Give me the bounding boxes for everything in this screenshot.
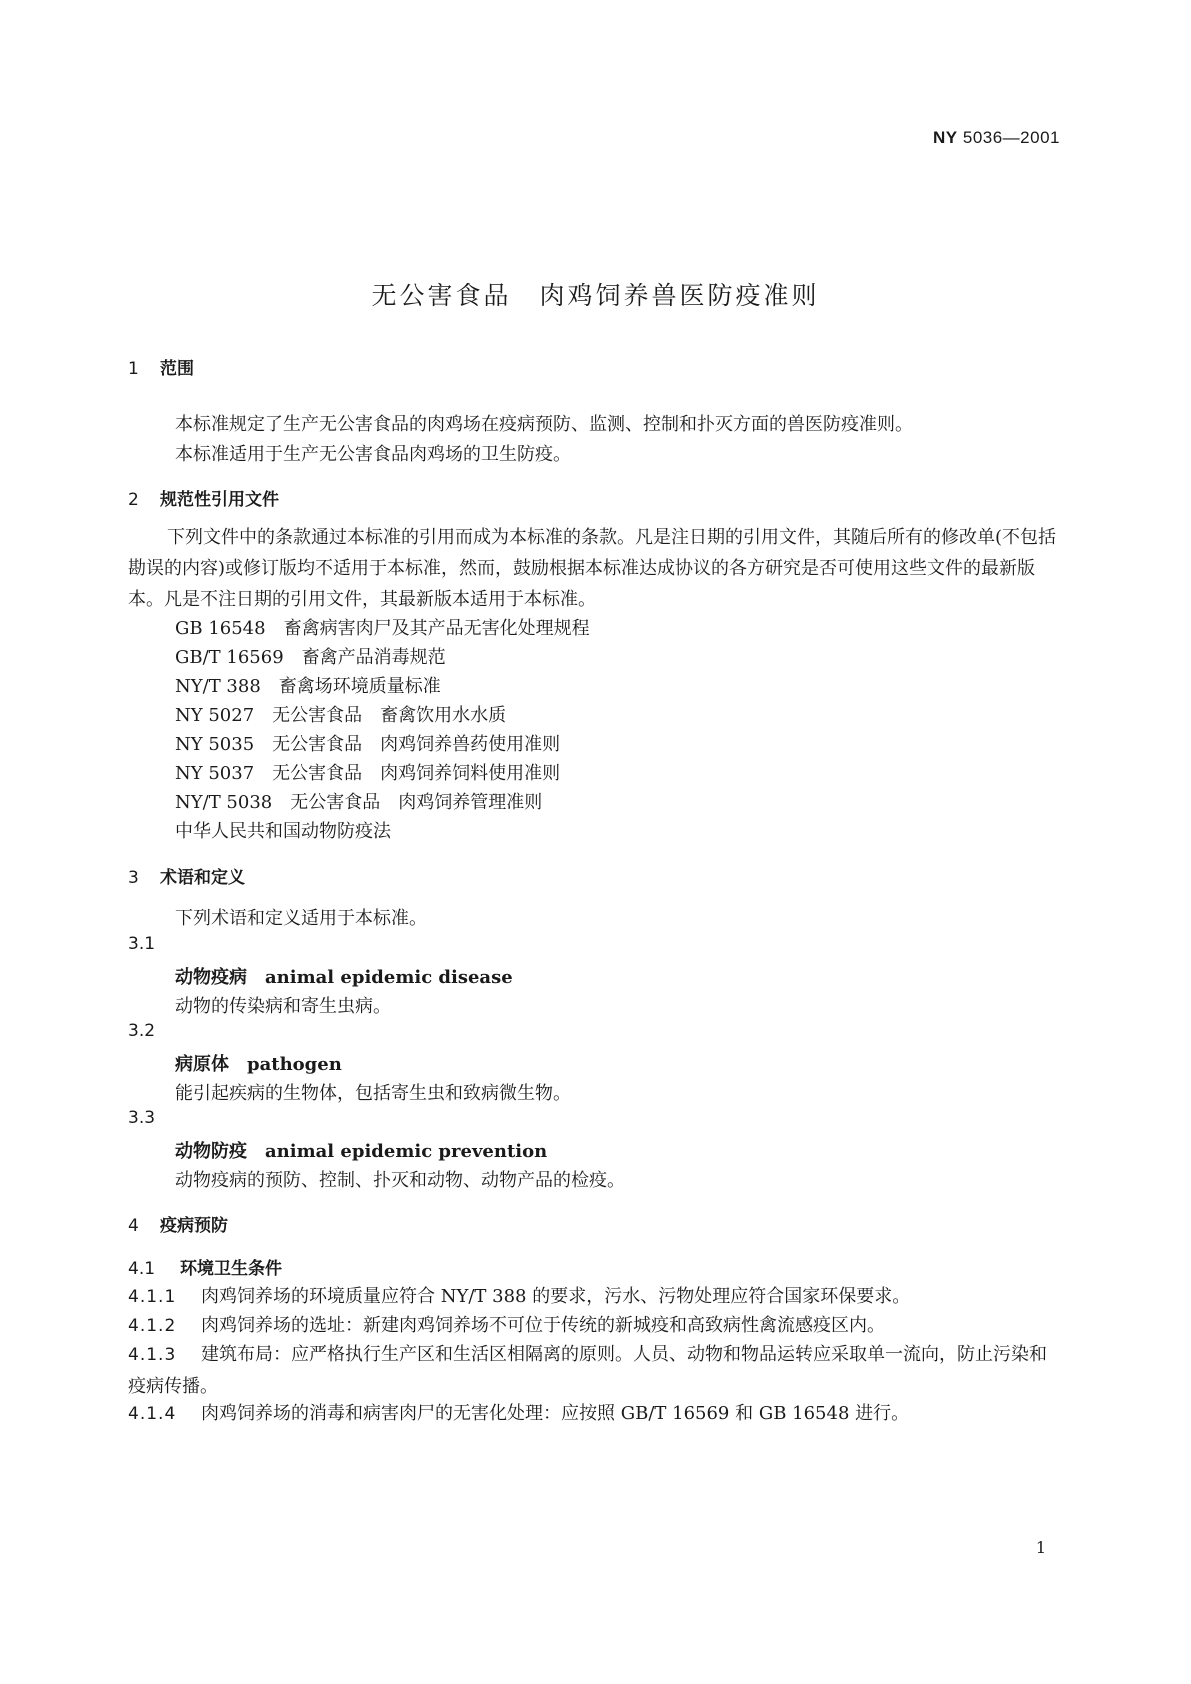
clause-text: 肉鸡饲养场的消毒和病害肉尸的无害化处理：应按照 GB/T 16569 和 GB 16548 进行。 bbox=[201, 1403, 910, 1424]
standard-code bbox=[933, 128, 1060, 148]
section-1-heading bbox=[128, 354, 194, 379]
term-definition: 能引起疾病的生物体，包括寄生虫和致病微生物。 bbox=[175, 1083, 571, 1104]
clause-number: 4.1.1 bbox=[128, 1287, 177, 1307]
page-number: 1 bbox=[1035, 1538, 1046, 1557]
term-entry bbox=[175, 963, 513, 989]
document-title: 无公害食品 肉鸡饲养兽医防疫准则 bbox=[371, 281, 820, 310]
section-4-heading bbox=[128, 1211, 228, 1236]
term-number: 3.2 bbox=[128, 1021, 156, 1041]
term-chinese: 病原体 bbox=[175, 1054, 229, 1075]
clause-text: 肉鸡饲养场的环境质量应符合 NY/T 388 的要求，污水、污物处理应符合国家环保要求。 bbox=[201, 1286, 911, 1307]
term-chinese: 动物防疫 bbox=[175, 1141, 247, 1162]
reference-item: GB 16548 畜禽病害肉尸及其产品无害化处理规程 bbox=[175, 618, 590, 639]
term-entry bbox=[175, 1050, 342, 1076]
term-chinese: 动物疫病 bbox=[175, 967, 247, 988]
reference-item: NY 5027 无公害食品 畜禽饮用水水质 bbox=[175, 705, 507, 726]
clause-text: 建筑布局：应严格执行生产区和生活区相隔离的原则。人员、动物和物品运转应采取单一流向，防止污染和疫病传播。 bbox=[128, 1344, 1047, 1397]
term-number: 3.1 bbox=[128, 934, 156, 954]
term-english: animal epidemic disease bbox=[265, 967, 513, 988]
term-definition: 动物的传染病和寄生虫病。 bbox=[175, 996, 391, 1017]
section-1-paragraph-2: 本标准适用于生产无公害食品肉鸡场的卫生防疫。 bbox=[175, 444, 571, 465]
reference-item: NY/T 5038 无公害食品 肉鸡饲养管理准则 bbox=[175, 792, 543, 813]
section-number: 3 bbox=[128, 868, 139, 888]
subsection-number: 4.1 bbox=[128, 1259, 156, 1279]
section-2-heading bbox=[128, 485, 279, 510]
section-title: 术语和定义 bbox=[160, 868, 245, 888]
section-3-intro: 下列术语和定义适用于本标准。 bbox=[175, 908, 427, 929]
clause-number: 4.1.4 bbox=[128, 1404, 177, 1424]
clause-4-1-1 bbox=[128, 1281, 1060, 1313]
section-number: 2 bbox=[128, 490, 139, 510]
reference-item: NY/T 388 畜禽场环境质量标准 bbox=[175, 676, 441, 697]
term-number: 3.3 bbox=[128, 1108, 156, 1128]
section-title: 范围 bbox=[160, 359, 194, 379]
clause-4-1-4 bbox=[128, 1398, 1060, 1430]
clause-4-1-2 bbox=[128, 1310, 1060, 1342]
reference-item: 中华人民共和国动物防疫法 bbox=[175, 821, 391, 842]
clause-number: 4.1.3 bbox=[128, 1345, 177, 1365]
reference-item: NY 5037 无公害食品 肉鸡饲养饲料使用准则 bbox=[175, 763, 561, 784]
section-2-intro: 下列文件中的条款通过本标准的引用而成为本标准的条款。凡是注日期的引用文件，其随后所有的修改单(不包括勘误的内容)或修订版均不适用于本标准，然而，鼓励根据本标准达成协议的各方研究是否可使用这些文件的最新版本。凡是不注日期的引用文件，其最新版本适用于本标准。 bbox=[128, 527, 1057, 610]
clause-4-1-3 bbox=[128, 1339, 1060, 1402]
clause-number: 4.1.2 bbox=[128, 1316, 177, 1336]
subsection-title: 环境卫生条件 bbox=[180, 1259, 282, 1279]
term-english: pathogen bbox=[247, 1054, 342, 1075]
subsection-4-1-heading bbox=[128, 1254, 282, 1279]
reference-item: GB/T 16569 畜禽产品消毒规范 bbox=[175, 647, 446, 668]
section-number: 4 bbox=[128, 1216, 139, 1236]
standard-code-number: 5036—2001 bbox=[962, 128, 1060, 147]
standard-code-prefix: NY bbox=[933, 128, 958, 147]
term-english: animal epidemic prevention bbox=[265, 1141, 548, 1162]
section-title: 规范性引用文件 bbox=[160, 490, 279, 510]
section-3-heading bbox=[128, 863, 245, 888]
section-number: 1 bbox=[128, 359, 139, 379]
reference-item: NY 5035 无公害食品 肉鸡饲养兽药使用准则 bbox=[175, 734, 561, 755]
section-1-paragraph-1: 本标准规定了生产无公害食品的肉鸡场在疫病预防、监测、控制和扑灭方面的兽医防疫准则。 bbox=[175, 414, 913, 435]
term-entry bbox=[175, 1137, 547, 1163]
section-title: 疫病预防 bbox=[160, 1216, 228, 1236]
term-definition: 动物疫病的预防、控制、扑灭和动物、动物产品的检疫。 bbox=[175, 1170, 625, 1191]
clause-text: 肉鸡饲养场的选址：新建肉鸡饲养场不可位于传统的新城疫和高致病性禽流感疫区内。 bbox=[201, 1315, 885, 1336]
